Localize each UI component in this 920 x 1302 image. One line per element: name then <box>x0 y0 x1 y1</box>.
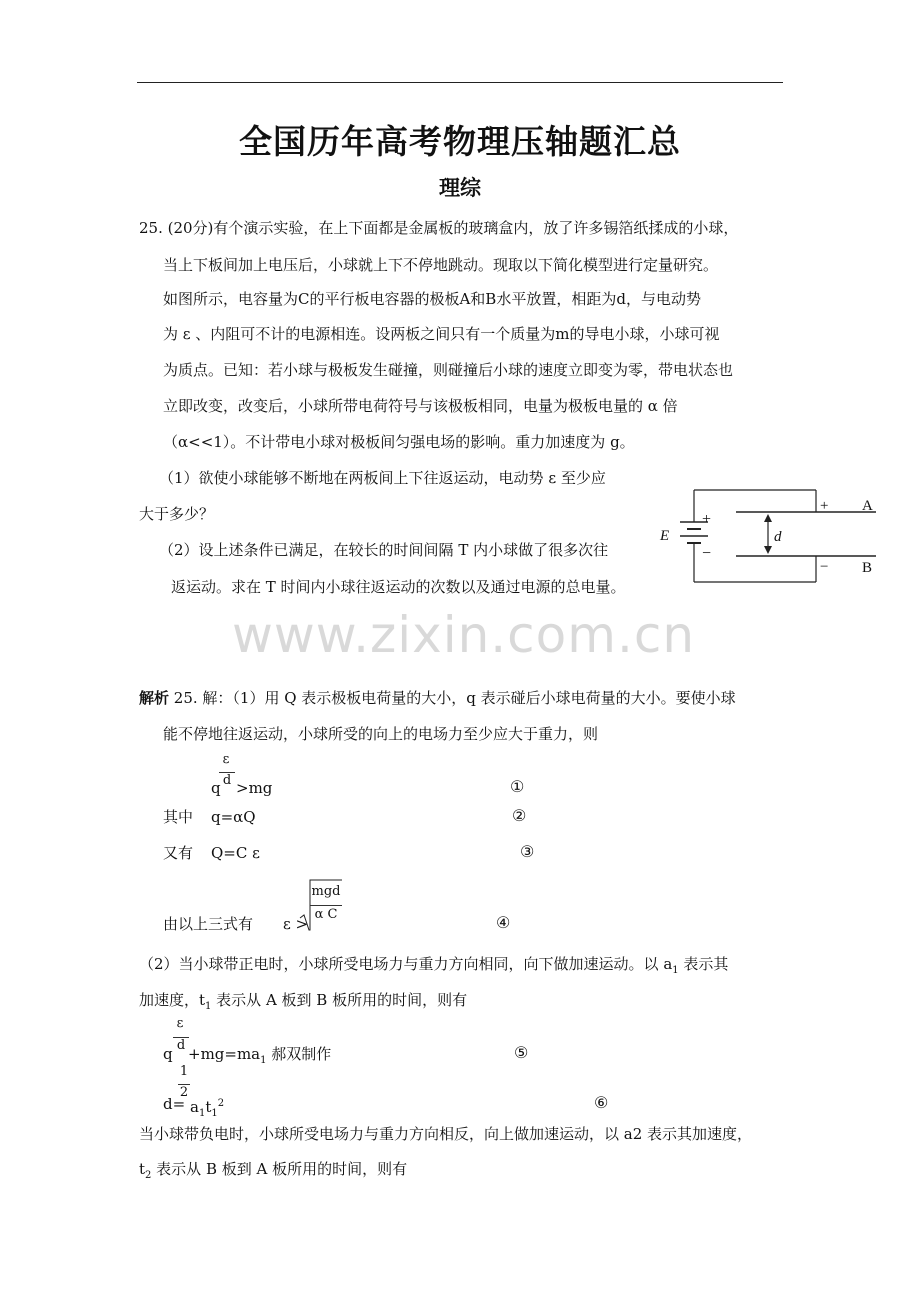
eq4-denominator: α C <box>314 907 338 922</box>
eq3-expression: Q=C ε <box>211 844 260 862</box>
plate-b-label: B <box>862 560 873 576</box>
eq6-t-superscript: 2 <box>217 1098 225 1109</box>
eq6-a: a <box>190 1098 199 1116</box>
battery-plus-sign: + <box>702 511 712 528</box>
eq4-fraction-bar <box>310 905 342 906</box>
eq6-expression <box>190 1094 224 1124</box>
eq5-tail: 郝双制作 <box>266 1045 332 1063</box>
part2-line-2-subscript: 1 <box>205 1001 212 1012</box>
eq5-left: q <box>163 1045 173 1063</box>
eq4-numerator: mgd <box>311 884 341 899</box>
eq6-left: d= <box>163 1095 186 1113</box>
eq5-subscript: 1 <box>260 1055 267 1066</box>
eq6-denominator: 2 <box>179 1085 189 1100</box>
eq5-numerator: ε <box>176 1016 184 1031</box>
eq1-left: q <box>211 779 221 797</box>
eq6-t-subscript: 1 <box>211 1108 218 1119</box>
eq5-expression <box>188 1044 331 1071</box>
part2-line-1-subscript: 1 <box>672 965 679 976</box>
problem-line-4: 为 ε 、内阻可不计的电源相连。设两板之间只有一个质量为m的导电小球，小球可视 <box>163 325 720 343</box>
question-2-cont: 返运动。求在 T 时间内小球往返运动的次数以及通过电源的总电量。 <box>171 578 626 596</box>
solution-intro-text: 25. 解：（1）用 Q 表示极板电荷量的大小，q 表示碰后小球电荷量的大小。要使小球 <box>173 689 736 707</box>
problem-line-5: 为质点。已知：若小球与极板发生碰撞，则碰撞后小球的速度立即变为零，带电状态也 <box>163 361 734 379</box>
problem-line-3: 如图所示，电容量为C的平行板电容器的极板A和B水平放置，相距为d，与电动势 <box>163 290 701 308</box>
emf-label: E <box>660 528 670 544</box>
eq1-denominator: d <box>222 773 232 788</box>
eq3-prefix: 又有 <box>163 844 194 862</box>
part3-line-2-text: 表示从 B 板到 A 板所用的时间，则有 <box>151 1160 408 1178</box>
eq6-t: t <box>205 1098 212 1116</box>
part3-line-2-t: t <box>139 1160 146 1178</box>
eq2-prefix: 其中 <box>163 808 194 826</box>
eq2-expression: q=αQ <box>211 808 256 826</box>
eq5-denominator: d <box>176 1038 186 1053</box>
gap-label: d <box>774 529 782 545</box>
part2-line-2-text: 加速度，t <box>139 991 206 1009</box>
page-title: 全国历年高考物理压轴题汇总 <box>239 122 681 161</box>
part2-line-2-end: 表示从 A 板到 B 板所用的时间，则有 <box>211 991 468 1009</box>
watermark: www.zixin.com.cn <box>232 606 696 664</box>
part2-line-1-end: 表示其 <box>678 955 729 973</box>
eq5-number: ⑤ <box>514 1043 529 1062</box>
part2-line-1 <box>139 954 728 981</box>
eq1-right: >mg <box>236 779 273 797</box>
part3-line-2-subscript: 2 <box>145 1170 152 1181</box>
eq4-expression: ε > <box>283 915 309 933</box>
question-2: （2）设上述条件已满足，在较长的时间间隔 T 内小球做了很多次往 <box>159 541 609 559</box>
battery-minus-sign: − <box>702 545 712 562</box>
part2-line-2 <box>139 990 467 1017</box>
eq6-numerator: 1 <box>179 1064 189 1079</box>
problem-line-7: （α<<1）。不计带电小球对极板间匀强电场的影响。重力加速度为 g。 <box>163 433 635 451</box>
part2-line-1-text: （2）当小球带正电时，小球所受电场力与重力方向相同，向下做加速运动。以 a <box>139 955 673 973</box>
eq6-number: ⑥ <box>594 1093 609 1112</box>
eq2-number: ② <box>512 806 527 825</box>
eq4-number: ④ <box>496 913 511 932</box>
problem-line-2: 当上下板间加上电压后，小球就上下不停地跳动。现取以下简化模型进行定量研究。 <box>163 256 719 274</box>
eq1-numerator: ε <box>222 752 230 767</box>
problem-line-1: 25. (20分)有个演示实验，在上下面都是金属板的玻璃盒内，放了许多锡箔纸揉成的小球， <box>139 219 739 237</box>
solution-label: 解析 <box>139 689 170 707</box>
eq6-a-subscript: 1 <box>198 1108 206 1119</box>
eq4-prefix: 由以上三式有 <box>163 915 254 933</box>
plate-a-label: A <box>862 498 873 514</box>
top-rule <box>137 82 783 83</box>
question-1-cont: 大于多少？ <box>139 505 215 523</box>
eq5-right: +mg=ma <box>188 1045 261 1063</box>
plate-a-plus-sign: + <box>820 498 829 514</box>
capacitor-circuit-diagram <box>650 480 890 590</box>
part3-line-1: 当小球带负电时，小球所受电场力与重力方向相反，向上做加速运动，以 a2 表示其加速度， <box>139 1125 753 1143</box>
plate-b-minus-sign: − <box>820 559 829 575</box>
question-1: （1）欲使小球能够不断地在两板间上下往返运动，电动势 ε 至少应 <box>159 469 606 487</box>
page-subtitle: 理综 <box>439 176 481 200</box>
solution-intro-line-2: 能不停地往返运动，小球所受的向上的电场力至少应大于重力，则 <box>163 725 599 743</box>
eq3-number: ③ <box>520 842 535 861</box>
problem-line-6: 立即改变，改变后，小球所带电荷符号与该极板相同，电量为极板电量的 α 倍 <box>163 397 678 415</box>
eq1-number: ① <box>510 777 525 796</box>
solution-intro-line-1 <box>139 688 736 708</box>
part3-line-2 <box>139 1159 407 1186</box>
